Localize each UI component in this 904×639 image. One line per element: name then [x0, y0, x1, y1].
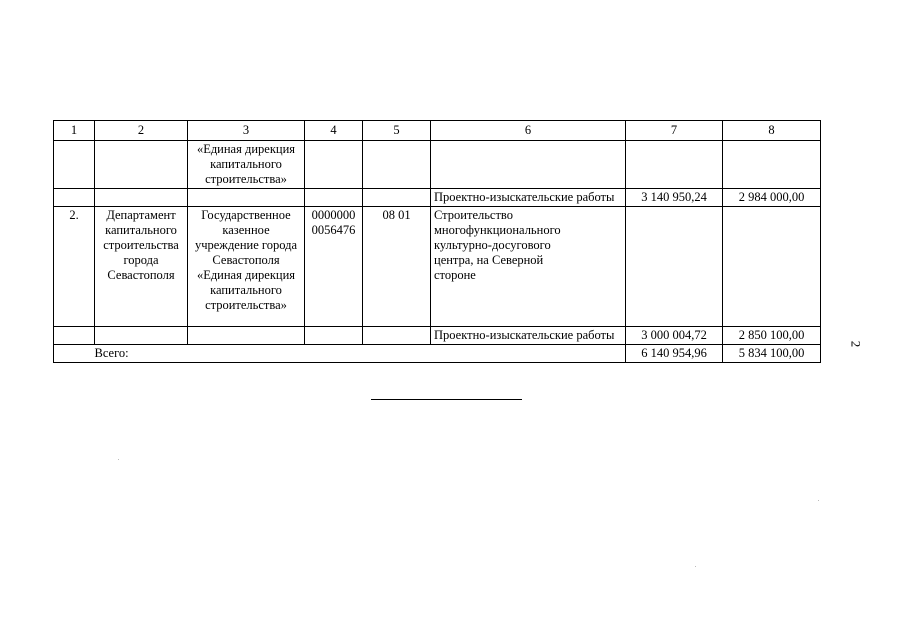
- header-col-5: 5: [363, 121, 431, 141]
- cell: [305, 189, 363, 207]
- cell: [95, 189, 188, 207]
- work-type-cell: Проектно-изыскательские работы: [431, 327, 626, 345]
- institution-name-cell: «Единая дирекция капитального строительства»: [188, 141, 305, 189]
- header-col-2: 2: [95, 121, 188, 141]
- section-cell: 08 01: [363, 207, 431, 327]
- cell: [54, 141, 95, 189]
- amount-col7-cell: 3 000 004,72: [626, 327, 723, 345]
- scan-speck: [818, 500, 819, 501]
- institution-cell: Государственное казенное учреждение города Севастополя «Единая дирекция капитального строительства»: [188, 207, 305, 327]
- cell: [188, 327, 305, 345]
- amount-col8-cell: 2 850 100,00: [723, 327, 821, 345]
- header-col-8: 8: [723, 121, 821, 141]
- header-col-3: 3: [188, 121, 305, 141]
- cell: [626, 207, 723, 327]
- cell: [305, 327, 363, 345]
- code-cell: 0000000 0056476: [305, 207, 363, 327]
- cell: [723, 141, 821, 189]
- header-col-7: 7: [626, 121, 723, 141]
- cell: [626, 141, 723, 189]
- cell: [54, 189, 95, 207]
- signature-line: [371, 399, 522, 400]
- cell: [363, 327, 431, 345]
- header-col-6: 6: [431, 121, 626, 141]
- object-description-text: Строительство многофункционального культурно-досугового центра, на Северной стороне: [434, 208, 561, 282]
- row-number-cell: 2.: [54, 207, 95, 327]
- table-row-work-2: [54, 327, 821, 345]
- cell: [188, 189, 305, 207]
- scan-speck: [118, 459, 119, 460]
- total-col8-cell: 5 834 100,00: [723, 345, 821, 363]
- scan-speck: [695, 566, 696, 567]
- work-type-cell: Проектно-изыскательские работы: [431, 189, 626, 207]
- cell: [305, 141, 363, 189]
- table-header-row: [54, 121, 821, 141]
- cell: [54, 345, 95, 363]
- object-description-cell: [431, 207, 626, 327]
- header-col-4: 4: [305, 121, 363, 141]
- table-row-2: [54, 207, 821, 327]
- budget-table: [53, 120, 821, 363]
- cell: [723, 207, 821, 327]
- cell: [95, 141, 188, 189]
- department-cell: Департамент капитального строительства города Севастополя: [95, 207, 188, 327]
- table-total-row: [54, 345, 821, 363]
- cell: [363, 141, 431, 189]
- amount-col8-cell: 2 984 000,00: [723, 189, 821, 207]
- page-number: 2: [848, 340, 864, 348]
- amount-col7-cell: 3 140 950,24: [626, 189, 723, 207]
- cell: [95, 327, 188, 345]
- cell: [363, 189, 431, 207]
- cell: [54, 327, 95, 345]
- header-col-1: 1: [54, 121, 95, 141]
- cell: [431, 141, 626, 189]
- table-row-work-1: [54, 189, 821, 207]
- table-row-continuation: [54, 141, 821, 189]
- total-col7-cell: 6 140 954,96: [626, 345, 723, 363]
- total-label: Всего:: [95, 345, 626, 363]
